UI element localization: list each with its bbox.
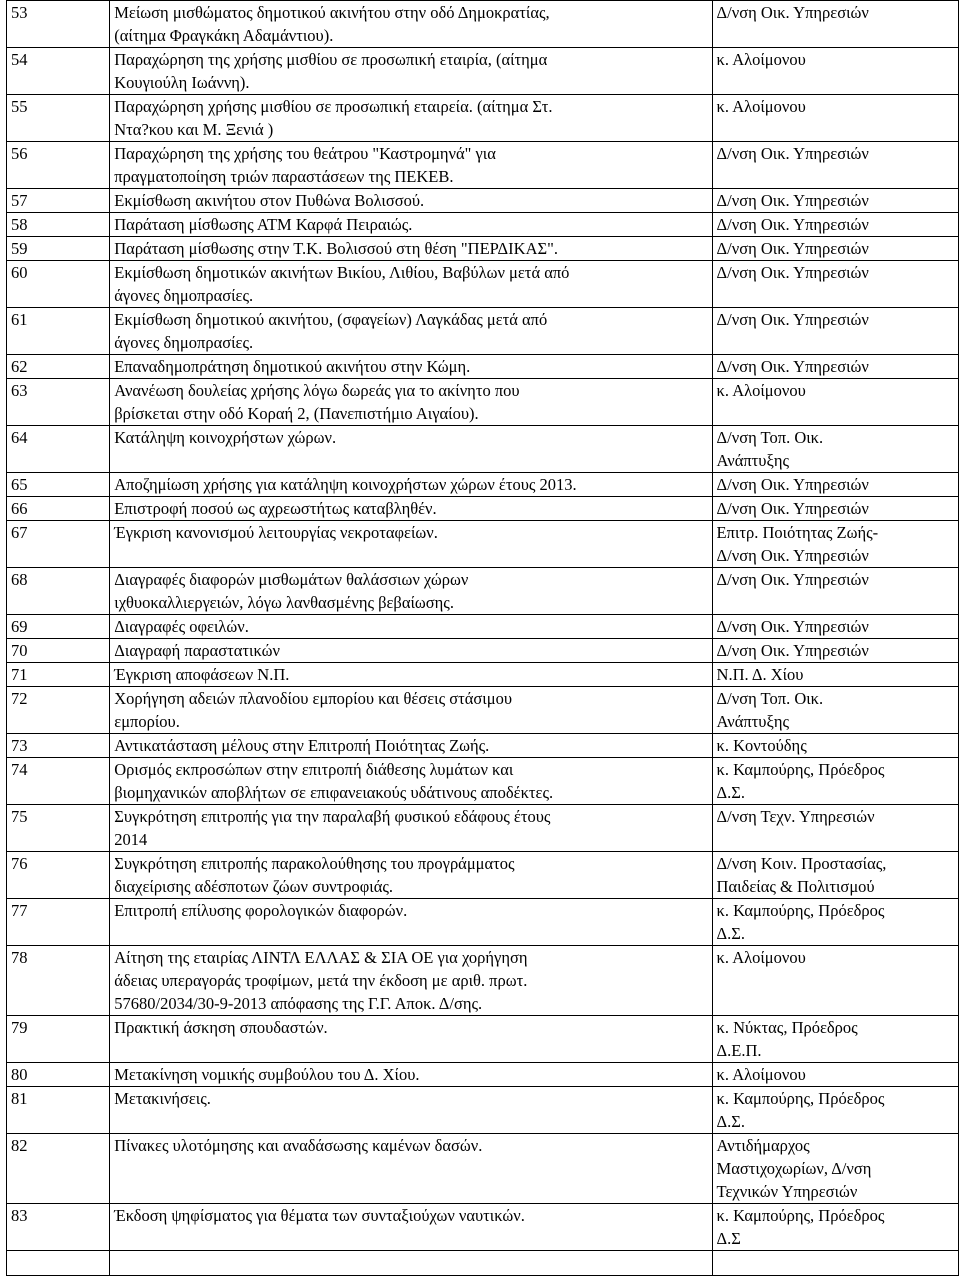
item-subject: Συγκρότηση επιτροπής παρακολούθησης του προγράμματος διαχείρισης αδέσποτων ζώων συντροφιάς. (110, 852, 712, 899)
item-number: 68 (7, 568, 110, 615)
agenda-table-body (7, 1, 959, 1276)
item-number (7, 1251, 110, 1276)
item-number: 76 (7, 852, 110, 899)
item-responsible: κ. Αλοίμονου (712, 946, 958, 1016)
item-number: 73 (7, 734, 110, 758)
table-row (7, 852, 959, 899)
item-number: 59 (7, 237, 110, 261)
item-responsible: κ. Αλοίμονου (712, 1063, 958, 1087)
item-responsible: Δ/νση Οικ. Υπηρεσιών (712, 189, 958, 213)
item-number: 78 (7, 946, 110, 1016)
item-number: 54 (7, 48, 110, 95)
item-responsible: Δ/νση Οικ. Υπηρεσιών (712, 473, 958, 497)
item-responsible: Ν.Π. Δ. Χίου (712, 663, 958, 687)
item-subject: Επαναδημοπράτηση δημοτικού ακινήτου στην Κώμη. (110, 355, 712, 379)
item-responsible: κ. Αλοίμονου (712, 95, 958, 142)
item-subject: Αίτηση της εταιρίας ΛΙΝΤΛ ΕΛΛΑΣ & ΣΙΑ ΟΕ για χορήγηση άδειας υπεραγοράς τροφίμων, μετά την έκδοση με αριθ. πρωτ. 57680/2034/30-9-2013 απόφασης της Γ.Γ. Αποκ. Δ/σης. (110, 946, 712, 1016)
table-row (7, 663, 959, 687)
item-responsible: Δ/νση Οικ. Υπηρεσιών (712, 237, 958, 261)
item-subject: Συγκρότηση επιτροπής για την παραλαβή φυσικού εδάφους έτους 2014 (110, 805, 712, 852)
table-row (7, 1, 959, 48)
table-row (7, 1134, 959, 1204)
item-subject: Αντικατάσταση μέλους στην Επιτροπή Ποιότητας Ζωής. (110, 734, 712, 758)
item-subject: Πίνακες υλοτόμησης και αναδάσωσης καμένων δασών. (110, 1134, 712, 1204)
item-responsible: κ. Καμπούρης, Πρόεδρος Δ.Σ. (712, 899, 958, 946)
table-row (7, 48, 959, 95)
item-subject: Εκμίσθωση δημοτικών ακινήτων Βικίου, Λιθίου, Βαβύλων μετά από άγονες δημοπρασίες. (110, 261, 712, 308)
item-number: 61 (7, 308, 110, 355)
item-responsible: Δ/νση Οικ. Υπηρεσιών (712, 308, 958, 355)
item-number: 82 (7, 1134, 110, 1204)
table-row (7, 805, 959, 852)
table-row (7, 261, 959, 308)
item-number: 62 (7, 355, 110, 379)
table-row (7, 1063, 959, 1087)
table-row (7, 142, 959, 189)
item-responsible: κ. Αλοίμονου (712, 48, 958, 95)
item-subject: Μετακίνηση νομικής συμβούλου του Δ. Χίου. (110, 1063, 712, 1087)
item-responsible: Δ/νση Τεχν. Υπηρεσιών (712, 805, 958, 852)
item-number: 70 (7, 639, 110, 663)
table-row (7, 308, 959, 355)
item-subject: Διαγραφές οφειλών. (110, 615, 712, 639)
item-number: 57 (7, 189, 110, 213)
table-row (7, 899, 959, 946)
item-responsible: κ. Καμπούρης, Πρόεδρος Δ.Σ (712, 1204, 958, 1251)
item-responsible: Δ/νση Οικ. Υπηρεσιών (712, 142, 958, 189)
item-responsible: Δ/νση Οικ. Υπηρεσιών (712, 639, 958, 663)
item-number: 74 (7, 758, 110, 805)
item-number: 79 (7, 1016, 110, 1063)
item-subject: Πρακτική άσκηση σπουδαστών. (110, 1016, 712, 1063)
table-row (7, 95, 959, 142)
item-number: 64 (7, 426, 110, 473)
item-number: 60 (7, 261, 110, 308)
item-responsible: κ. Κοντούδης (712, 734, 958, 758)
item-subject: Διαγραφές διαφορών μισθωμάτων θαλάσσιων χώρων ιχθυοκαλλιεργειών, λόγω λανθασμένης βεβαίωσης. (110, 568, 712, 615)
table-row (7, 1204, 959, 1251)
table-row (7, 1087, 959, 1134)
item-responsible: Δ/νση Οικ. Υπηρεσιών (712, 497, 958, 521)
item-responsible: κ. Αλοίμονου (712, 379, 958, 426)
table-row (7, 1251, 959, 1276)
item-number: 55 (7, 95, 110, 142)
item-number: 80 (7, 1063, 110, 1087)
item-responsible: Δ/νση Οικ. Υπηρεσιών (712, 568, 958, 615)
item-responsible: Δ/νση Οικ. Υπηρεσιών (712, 261, 958, 308)
item-subject: Έκδοση ψηφίσματος για θέματα των συνταξιούχων ναυτικών. (110, 1204, 712, 1251)
item-responsible: κ. Καμπούρης, Πρόεδρος Δ.Σ. (712, 1087, 958, 1134)
item-number: 75 (7, 805, 110, 852)
item-subject: Διαγραφή παραστατικών (110, 639, 712, 663)
item-subject: Παραχώρηση χρήσης μισθίου σε προσωπική εταιρεία. (αίτημα Στ. Ντα?κου και Μ. Ξενιά ) (110, 95, 712, 142)
table-row (7, 237, 959, 261)
item-subject: Μετακινήσεις. (110, 1087, 712, 1134)
item-subject: Παραχώρηση της χρήσης μισθίου σε προσωπική εταιρία, (αίτημα Κουγιούλη Ιωάννη). (110, 48, 712, 95)
item-subject: Μείωση μισθώματος δημοτικού ακινήτου στην οδό Δημοκρατίας, (αίτημα Φραγκάκη Αδαμάντιου). (110, 1, 712, 48)
table-row (7, 379, 959, 426)
item-responsible: Αντιδήμαρχος Μαστιχοχωρίων, Δ/νση Τεχνικών Υπηρεσιών (712, 1134, 958, 1204)
item-responsible: Δ/νση Οικ. Υπηρεσιών (712, 1, 958, 48)
table-row (7, 639, 959, 663)
item-subject: Έγκριση αποφάσεων Ν.Π. (110, 663, 712, 687)
item-responsible: Δ/νση Οικ. Υπηρεσιών (712, 355, 958, 379)
table-row (7, 521, 959, 568)
item-number: 63 (7, 379, 110, 426)
item-responsible: Δ/νση Κοιν. Προστασίας, Παιδείας & Πολιτισμού (712, 852, 958, 899)
item-subject: Παράταση μίσθωσης ΑΤΜ Καρφά Πειραιώς. (110, 213, 712, 237)
item-subject: Επιστροφή ποσού ως αχρεωστήτως καταβληθέν. (110, 497, 712, 521)
item-subject: Κατάληψη κοινοχρήστων χώρων. (110, 426, 712, 473)
table-row (7, 497, 959, 521)
item-subject: Εκμίσθωση ακινήτου στον Πυθώνα Βολισσού. (110, 189, 712, 213)
item-subject: Παραχώρηση της χρήσης του θεάτρου "Καστρομηνά" για πραγματοποίηση τριών παραστάσεων της ΠΕΚΕΒ. (110, 142, 712, 189)
table-row (7, 758, 959, 805)
item-responsible: Δ/νση Τοπ. Οικ. Ανάπτυξης (712, 426, 958, 473)
table-row (7, 946, 959, 1016)
item-responsible: Επιτρ. Ποιότητας Ζωής- Δ/νση Οικ. Υπηρεσιών (712, 521, 958, 568)
item-number: 65 (7, 473, 110, 497)
table-row (7, 213, 959, 237)
table-row (7, 687, 959, 734)
table-row (7, 426, 959, 473)
item-subject: Εκμίσθωση δημοτικού ακινήτου, (σφαγείων) Λαγκάδας μετά από άγονες δημοπρασίες. (110, 308, 712, 355)
table-row (7, 473, 959, 497)
item-responsible: Δ/νση Τοπ. Οικ. Ανάπτυξης (712, 687, 958, 734)
item-number: 71 (7, 663, 110, 687)
table-row (7, 568, 959, 615)
item-number: 72 (7, 687, 110, 734)
item-subject: Έγκριση κανονισμού λειτουργίας νεκροταφείων. (110, 521, 712, 568)
item-subject: Ορισμός εκπροσώπων στην επιτροπή διάθεσης λυμάτων και βιομηχανικών αποβλήτων σε επιφανειακούς υδάτινους αποδέκτες. (110, 758, 712, 805)
item-number: 56 (7, 142, 110, 189)
item-number: 83 (7, 1204, 110, 1251)
item-responsible: Δ/νση Οικ. Υπηρεσιών (712, 213, 958, 237)
item-responsible (712, 1251, 958, 1276)
agenda-table (6, 0, 959, 1276)
table-row (7, 355, 959, 379)
item-subject: Επιτροπή επίλυσης φορολογικών διαφορών. (110, 899, 712, 946)
item-number: 81 (7, 1087, 110, 1134)
item-responsible: κ. Νύκτας, Πρόεδρος Δ.Ε.Π. (712, 1016, 958, 1063)
item-number: 53 (7, 1, 110, 48)
item-number: 77 (7, 899, 110, 946)
item-number: 66 (7, 497, 110, 521)
item-responsible: Δ/νση Οικ. Υπηρεσιών (712, 615, 958, 639)
table-row (7, 1016, 959, 1063)
item-subject: Ανανέωση δουλείας χρήσης λόγω δωρεάς για το ακίνητο που βρίσκεται στην οδό Κοραή 2, (Πανεπιστήμιο Αιγαίου). (110, 379, 712, 426)
item-responsible: κ. Καμπούρης, Πρόεδρος Δ.Σ. (712, 758, 958, 805)
table-row (7, 615, 959, 639)
item-subject (110, 1251, 712, 1276)
item-number: 58 (7, 213, 110, 237)
item-subject: Παράταση μίσθωσης στην Τ.Κ. Βολισσού στη θέση "ΠΕΡΔΙΚΑΣ". (110, 237, 712, 261)
table-row (7, 189, 959, 213)
table-row (7, 734, 959, 758)
item-number: 67 (7, 521, 110, 568)
item-number: 69 (7, 615, 110, 639)
item-subject: Αποζημίωση χρήσης για κατάληψη κοινοχρήστων χώρων έτους 2013. (110, 473, 712, 497)
item-subject: Χορήγηση αδειών πλανοδίου εμπορίου και θέσεις στάσιμου εμπορίου. (110, 687, 712, 734)
